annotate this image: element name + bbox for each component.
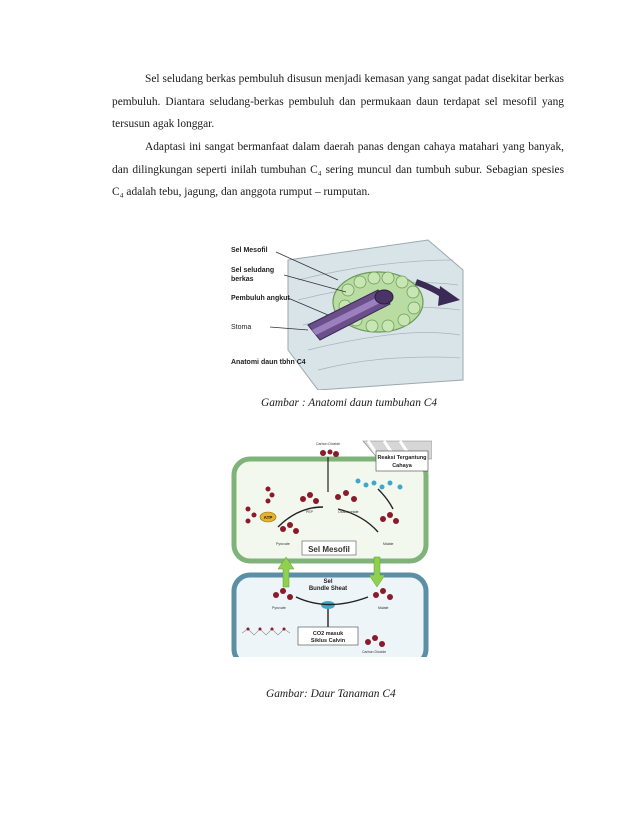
label-anatomi: Anatomi daun tbhn C4	[231, 359, 306, 366]
figure-c4-cycle	[228, 437, 432, 657]
paragraph-1: Sel seludang berkas pembuluh disusun menjadi kemasan yang sangat padat disekitar berkas pembuluh. Diantara seludang-berkas pembuluh dan permukaan daun terdapat sel mesofil yang tersusun agak longgar.	[112, 73, 564, 130]
label-sel-mesofil: Sel Mesofil	[231, 247, 268, 254]
label-oxaloacetate: Oxaloacetate	[338, 510, 359, 514]
label-sel-seludang: Sel seludang	[231, 267, 275, 274]
caption-figure-2: Gambar: Daur Tanaman C4	[266, 688, 396, 700]
label-calvin-1: CO2 masuk	[312, 631, 344, 637]
label-bundle-2: Bundle Sheat	[308, 586, 348, 592]
caption-figure-1: Gambar : Anatomi daun tumbuhan C4	[261, 397, 438, 409]
label-reaksi-1: Reaksi Tergantung	[377, 455, 427, 461]
label-reaksi-2: Cahaya	[392, 463, 412, 469]
label-pembuluh-angkut: Pembuluh angkut	[231, 295, 290, 302]
label-stoma: Stoma	[231, 324, 252, 331]
label-pyruvate-bottom: Pyruvate	[272, 606, 286, 610]
label-sel-mesofil: Sel Mesofil	[308, 545, 350, 554]
label-atp: ATP	[263, 515, 273, 520]
label-bundle-1: Sel	[323, 579, 333, 585]
figure-leaf-anatomy	[228, 230, 466, 390]
label-co2-top: Carbon Dioxide	[315, 442, 341, 446]
label-malate-bottom: Malate	[378, 606, 389, 610]
label-pyruvate-top: Pyruvate	[276, 542, 290, 546]
paragraph-2: Adaptasi ini sangat bermanfaat dalam daerah panas dengan cahaya matahari yang banyak, dan dilingkungan seperti inilah tumbuhan C₄ sering muncul dan tumbuh subur. Sebagian spesies C₄ adalah tebu, jagung, dan anggota rumput – rumputan.	[112, 141, 564, 198]
label-malate-top: Malate	[383, 542, 394, 546]
label-calvin-2: Siklus Calvin	[310, 638, 346, 644]
label-pep: PEP	[306, 510, 314, 514]
label-co2-bottom: Carbon Dioxide	[362, 650, 387, 654]
label-berkas: berkas	[231, 276, 254, 283]
